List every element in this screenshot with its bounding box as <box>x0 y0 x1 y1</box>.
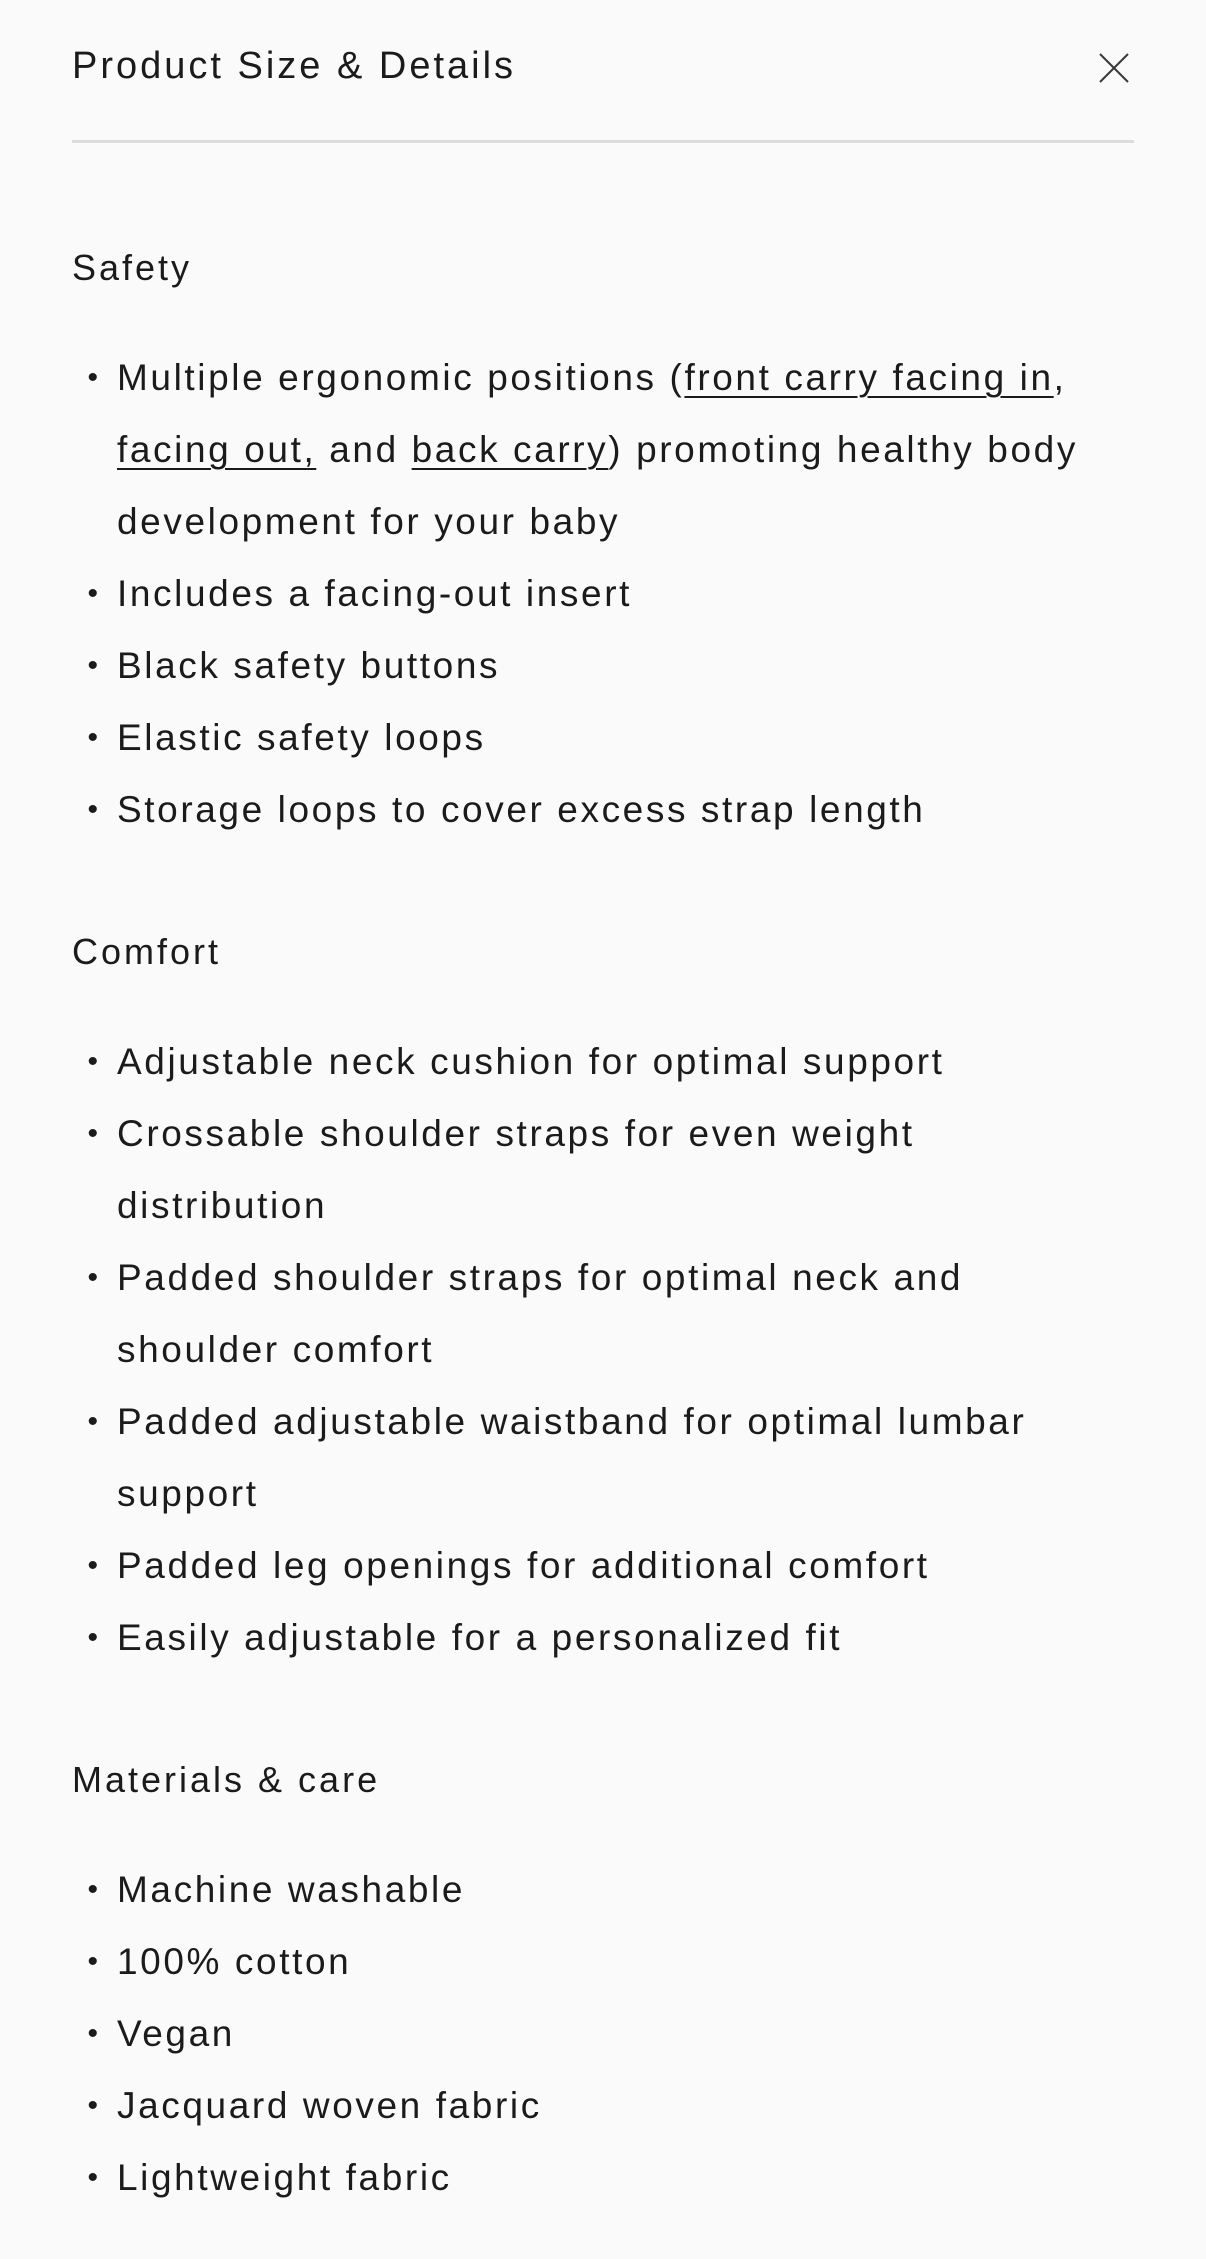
bullet-icon: • <box>87 577 101 610</box>
list-item <box>72 1854 1134 1926</box>
item-text: Machine washable <box>117 1869 466 1910</box>
front-carry-facing-in-link[interactable]: front carry facing in <box>684 357 1054 398</box>
list-item <box>72 774 1134 846</box>
bullet-icon: • <box>87 1945 101 1978</box>
list-item <box>72 1242 1134 1386</box>
bullet-icon: • <box>87 649 101 682</box>
list-item <box>72 630 1134 702</box>
bullet-icon: • <box>87 2017 101 2050</box>
item-text: Lightweight fabric <box>117 2157 452 2198</box>
facing-out-link[interactable]: facing out, <box>117 429 317 470</box>
bullet-icon: • <box>87 1549 101 1582</box>
item-text: 100% cotton <box>117 1941 352 1982</box>
bullet-icon: • <box>87 1873 101 1906</box>
item-text: Multiple ergonomic positions ( <box>117 357 685 398</box>
item-text: Easily adjustable for a personalized fit <box>117 1617 843 1658</box>
item-text: and <box>316 429 412 470</box>
list-item <box>72 342 1134 558</box>
bullet-icon: • <box>87 2089 101 2122</box>
list-item <box>72 1602 1134 1674</box>
item-text: ) promoting healthy body development for your baby <box>117 429 1078 542</box>
item-text: Crossable shoulder straps for even weight distribution <box>117 1113 915 1226</box>
item-text: Black safety buttons <box>117 645 501 686</box>
comfort-list <box>72 1026 1134 1674</box>
list-item <box>72 2070 1134 2142</box>
bullet-icon: • <box>87 793 101 826</box>
materials-list <box>72 1854 1134 2214</box>
close-icon <box>1094 48 1134 88</box>
panel-title: Product Size & Details <box>72 45 517 87</box>
list-item <box>72 2142 1134 2214</box>
bullet-icon: • <box>87 1621 101 1654</box>
bullet-icon: • <box>87 1117 101 1150</box>
item-text: Padded leg openings for additional comfort <box>117 1545 930 1586</box>
bullet-icon: • <box>87 1045 101 1078</box>
bullet-icon: • <box>87 1261 101 1294</box>
section-title-materials: Materials & care <box>72 1759 381 1800</box>
item-text: Includes a facing-out insert <box>117 573 632 614</box>
list-item <box>72 1098 1134 1242</box>
close-button[interactable] <box>1094 48 1134 88</box>
item-text: Storage loops to cover excess strap length <box>117 789 926 830</box>
item-text: Jacquard woven fabric <box>117 2085 542 2126</box>
item-text: Adjustable neck cushion for optimal support <box>117 1041 945 1082</box>
safety-list <box>72 342 1134 846</box>
section-title-safety: Safety <box>72 247 193 288</box>
list-item <box>72 1530 1134 1602</box>
list-item <box>72 558 1134 630</box>
item-text: Padded adjustable waistband for optimal lumbar support <box>117 1401 1027 1514</box>
list-item <box>72 1998 1134 2070</box>
bullet-icon: • <box>87 361 101 394</box>
list-item <box>72 702 1134 774</box>
list-item <box>72 1386 1134 1530</box>
back-carry-link[interactable]: back carry <box>411 429 609 470</box>
list-item <box>72 1026 1134 1098</box>
item-text: Vegan <box>117 2013 235 2054</box>
bullet-icon: • <box>87 1405 101 1438</box>
panel-header <box>72 0 1134 143</box>
product-details-panel <box>72 0 1134 2198</box>
bullet-icon: • <box>87 2161 101 2194</box>
item-text: Elastic safety loops <box>117 717 486 758</box>
item-text: , <box>1053 357 1067 398</box>
item-text: Padded shoulder straps for optimal neck and shoulder comfort <box>117 1257 964 1370</box>
section-title-comfort: Comfort <box>72 931 222 972</box>
bullet-icon: • <box>87 721 101 754</box>
list-item <box>72 1926 1134 1998</box>
